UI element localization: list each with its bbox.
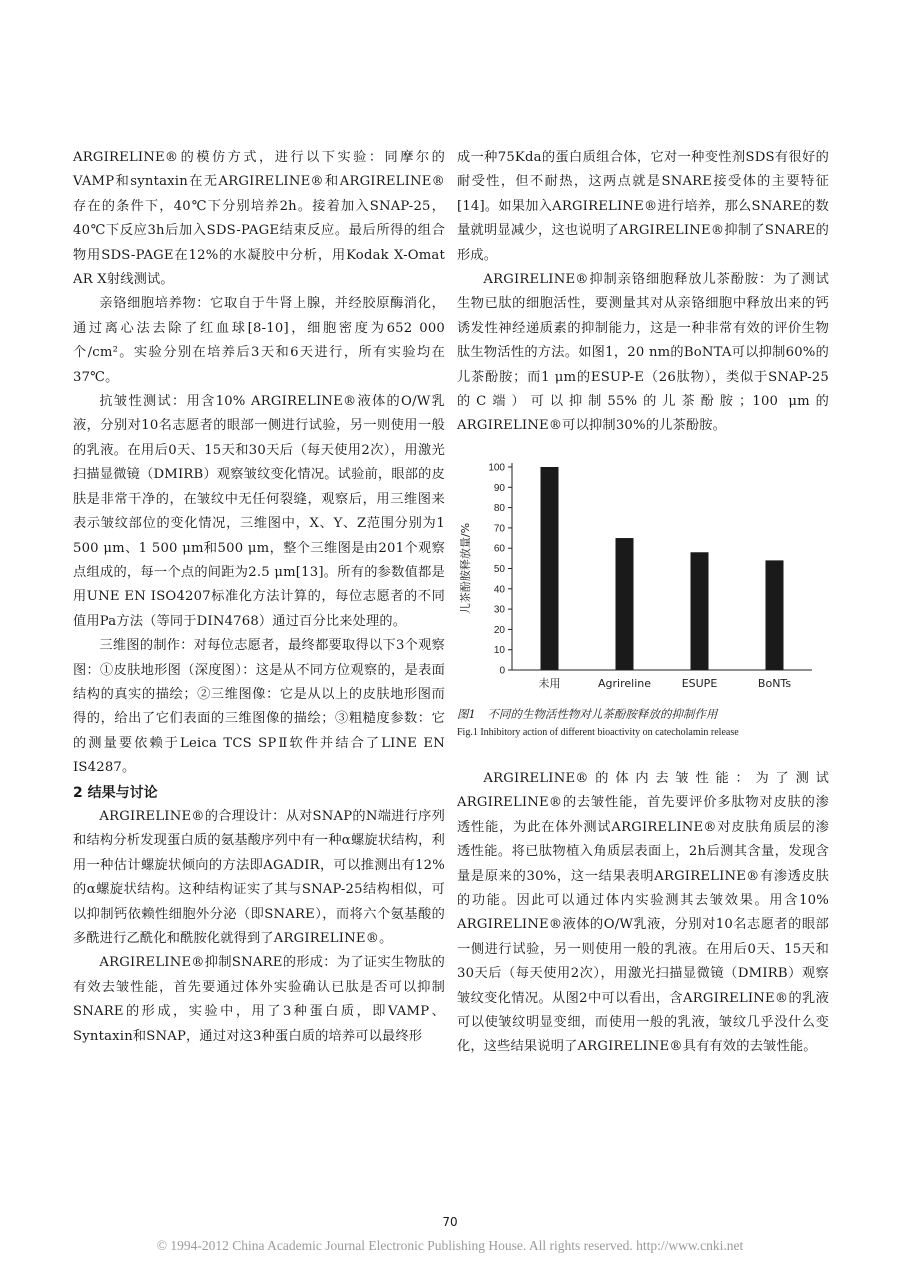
left-column [73, 146, 445, 1049]
paragraph: 抗皱性测试：用含10% ARGIRELINE®液体的O/W乳液，分别对10名志愿者的眼部一侧进行试验，另一则使用一般的乳液。在用后0天、15天和30天后（每天使用2次），用激光扫描显微镜（DMIRB）观察皱纹变化情况。试验前，眼部的皮肤是非常干净的，在皱纹中无任何裂缝，观察后，用三维图来表示皱纹部位的变化情况，三维图中，X、Y、Z范围分别为1 500 μm、1 500 μm和500 μm，整个三维图是由201个观察点组成的，每一个点的间距为2.5 μm[13]。所有的参数值都是用UNE EN ISO4207标准化方法计算的，每位志愿者的不同值用Pa方法（等同于DIN4768）通过百分比来处理的。 [73, 394, 445, 629]
y-tick-label: 90 [493, 482, 505, 494]
y-axis-label: 儿茶酚胺释放量/% [459, 522, 472, 614]
y-tick-label: 50 [493, 563, 505, 575]
y-tick-label: 70 [493, 523, 505, 535]
y-tick-label: 40 [493, 584, 505, 596]
y-tick-label: 100 [488, 462, 505, 474]
copyright-notice: © 1994-2012 China Academic Journal Electronic Publishing House. All rights reserved. http://www.cnki.net [156, 1238, 744, 1253]
y-tick-label: 20 [493, 624, 505, 636]
paragraph: 三维图的制作：对每位志愿者，最终都要取得以下3个观察图：①皮肤地形图（深度图）：这是从不同方位观察的，是表面结构的真实的描绘；②三维图像：它是从以上的皮肤地形图而得的，给出了它们表面的三维图像的描绘；③粗糙度参数：它的测量要依赖于Leica TCS SPⅡ软件并结合了LINE EN IS4287。 [73, 638, 445, 776]
bar [541, 467, 559, 670]
paragraph: 亲铬细胞培养物：它取自于牛肾上腺，并经胶原酶消化，通过离心法去除了红血球[8-10]，细胞密度为652 000个/cm²。实验分别在培养后3天和6天进行，所有实验均在37℃。 [73, 296, 445, 385]
y-tick-label: 60 [493, 543, 505, 555]
x-tick-label: ESUPE [681, 676, 718, 690]
y-tick-label: 30 [493, 604, 505, 616]
bar [766, 560, 784, 670]
bar [616, 538, 634, 670]
paragraph: ARGIRELINE®抑制亲铬细胞释放儿茶酚胺：为了测试生物已肽的细胞活性，要测量其对从亲铬细胞中释放出来的钙诱发性神经递质素的抑制能力，这是一种非常有效的评价生物肽生物活性的方法。如图1，20 nm的BoNTA可以抑制60%的儿茶酚胺；而1 μm的ESUP-E（26肽物），类似于SNAP-25的C端）可以抑制55%的儿茶酚胺；100 μm的ARGIRELINE®可以抑制30%的儿茶酚胺。 [457, 272, 829, 434]
y-tick-label: 0 [499, 665, 505, 677]
figure-caption-cn: 图1 不同的生物活性物对儿茶酚胺释放的抑制作用 [457, 706, 718, 721]
page-number: 70 [442, 1215, 458, 1229]
bar [691, 552, 709, 670]
y-tick-label: 80 [493, 502, 505, 514]
x-tick-label: 未用 [538, 676, 561, 690]
figure-caption-en: Fig.1 Inhibitory action of different bioactivity on catecholamin release [457, 726, 739, 738]
paragraph: ARGIRELINE®的合理设计：从对SNAP的N端进行序列和结构分析发现蛋白质的氨基酸序列中有一种α螺旋状结构，利用一种估计螺旋状倾向的方法即AGADIR，可以推测出有12%的α螺旋状结构。这种结构证实了其与SNAP-25结构相似，可以抑制钙依赖性细胞外分泌（即SNARE），而将六个氨基酸的多酰进行乙酰化和酰胺化就得到了ARGIRELINE®。 [73, 808, 445, 946]
x-tick-label: BoNTs [757, 676, 792, 690]
section-heading: 2 结果与讨论 [73, 784, 158, 801]
paragraph: 成一种75Kda的蛋白质组合体，它对一种变性剂SDS有很好的耐受性，但不耐热，这两点就是SNARE接受体的主要特征[14]。如果加入ARGIRELINE®进行培养，那么SNARE的数量就明显减少，这也说明了ARGIRELINE®抑制了SNARE的形成。 [457, 150, 829, 263]
paragraph: ARGIRELINE®抑制SNARE的形成：为了证实生物肽的有效去皱性能，首先要通过体外实验确认已肽是否可以抑制SNARE的形成，实验中，用了3种蛋白质，即VAMP、Syntaxin和SNAP，通过对这3种蛋白质的培养可以最终形 [73, 955, 445, 1044]
x-tick-label: Agrireline [598, 676, 651, 690]
right-column [457, 146, 829, 1060]
y-tick-label: 10 [493, 645, 505, 657]
paragraph: ARGIRELINE®的体内去皱性能：为了测试ARGIRELINE®的去皱性能，首先要评价多肽物对皮肤的渗透性能，为此在体外测试ARGIRELINE®对皮肤角质层的渗透性能。将已肽物植入角质层表面上，2h后测其含量，发现含量是原来的30%，这一结果表明ARGIRELINE®有渗透皮肤的功能。因此可以通过体内实验测其去皱效果。用含10% ARGIRELINE®液体的O/W乳液，分别对10名志愿者的眼部一侧进行试验，另一则使用一般的乳液。在用后0天、15天和30天后（每天使用2次），用激光扫描显微镜（DMIRB）观察皱纹变化情况。从图2中可以看出，含ARGIRELINE®的乳液可以使皱纹明显变细，而使用一般的乳液，皱纹几乎没什么变化，这些结果说明了ARGIRELINE®具有有效的去皱性能。 [457, 770, 829, 1055]
figure-1 [457, 455, 829, 738]
bar-chart [457, 455, 829, 700]
paragraph: ARGIRELINE®的模仿方式，进行以下实验：同摩尔的VAMP和syntaxin在无ARGIRELINE®和ARGIRELINE®存在的条件下，40℃下分别培养2h。接着加入SNAP-25，40℃下反应3h后加入SDS-PAGE结束反应。最后所得的组合物用SDS-PAGE在12%的水凝胶中分析，用Kodak X-Omat AR X射线测试。 [73, 150, 445, 288]
